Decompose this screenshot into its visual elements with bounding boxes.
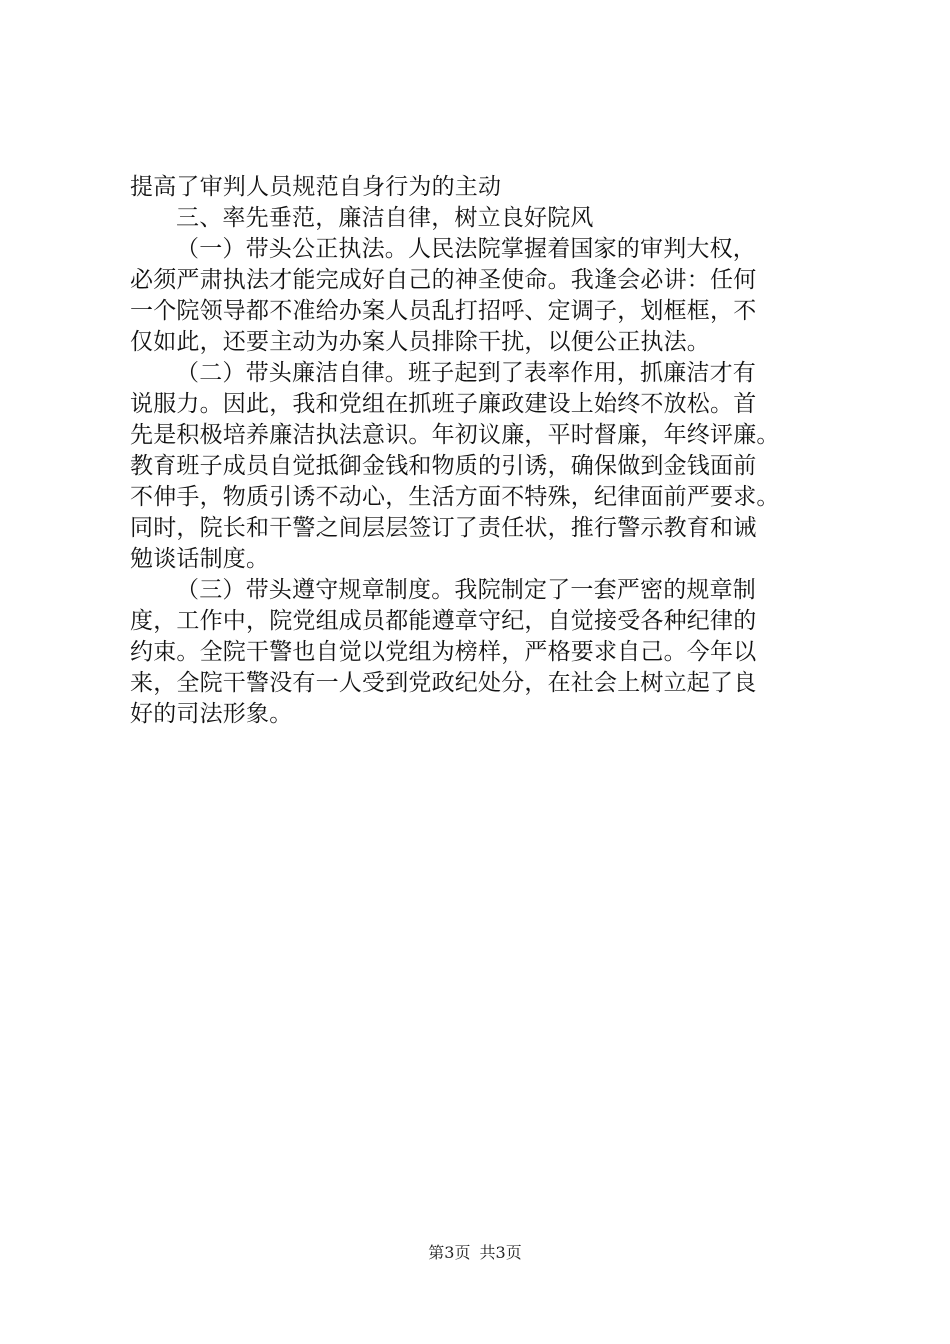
paragraph-line: 一个院领导都不准给办案人员乱打招呼、定调子，划框框，不 [130,298,757,324]
paragraph-line: 勉谈话制度。 [130,546,270,572]
paragraph-line: 同时，院长和干警之间层层签订了责任状，推行警示教育和诫 [130,515,757,541]
section-heading: 三、率先垂范，廉洁自律，树立良好院风 [176,205,594,231]
paragraph-line: 教育班子成员自觉抵御金钱和物质的引诱，确保做到金钱面前 [130,453,757,479]
paragraph-line: 好的司法形象。 [130,701,293,727]
paragraph-line: 仅如此，还要主动为办案人员排除干扰，以便公正执法。 [130,329,710,355]
paragraph-line: （二）带头廉洁自律。班子起到了表率作用，抓廉洁才有 [176,360,756,386]
paragraph-line: 必须严肃执法才能完成好自己的神圣使命。我逢会必讲：任何 [130,267,757,293]
paragraph-line: 约束。全院干警也自觉以党组为榜样，严格要求自己。今年以 [130,639,757,665]
page-total: 共3页 [479,1243,522,1262]
document-body [130,172,850,730]
paragraph-line: 提高了审判人员规范自身行为的主动 [130,174,502,200]
paragraph-line: 说服力。因此，我和党组在抓班子廉政建设上始终不放松。首 [130,391,757,417]
paragraph-line: 不伸手，物质引诱不动心，生活方面不特殊，纪律面前严要求。 [130,484,780,510]
paragraph-line: 来，全院干警没有一人受到党政纪处分，在社会上树立起了良 [130,670,757,696]
page-number: 第3页 [428,1243,471,1262]
paragraph-line: 先是积极培养廉洁执法意识。年初议廉，平时督廉，年终评廉。 [130,422,780,448]
page-footer [0,1243,950,1263]
paragraph-line: （一）带头公正执法。人民法院掌握着国家的审判大权， [176,236,756,262]
paragraph-line: 度，工作中，院党组成员都能遵章守纪，自觉接受各种纪律的 [130,608,757,634]
paragraph-line: （三）带头遵守规章制度。我院制定了一套严密的规章制 [176,577,756,603]
